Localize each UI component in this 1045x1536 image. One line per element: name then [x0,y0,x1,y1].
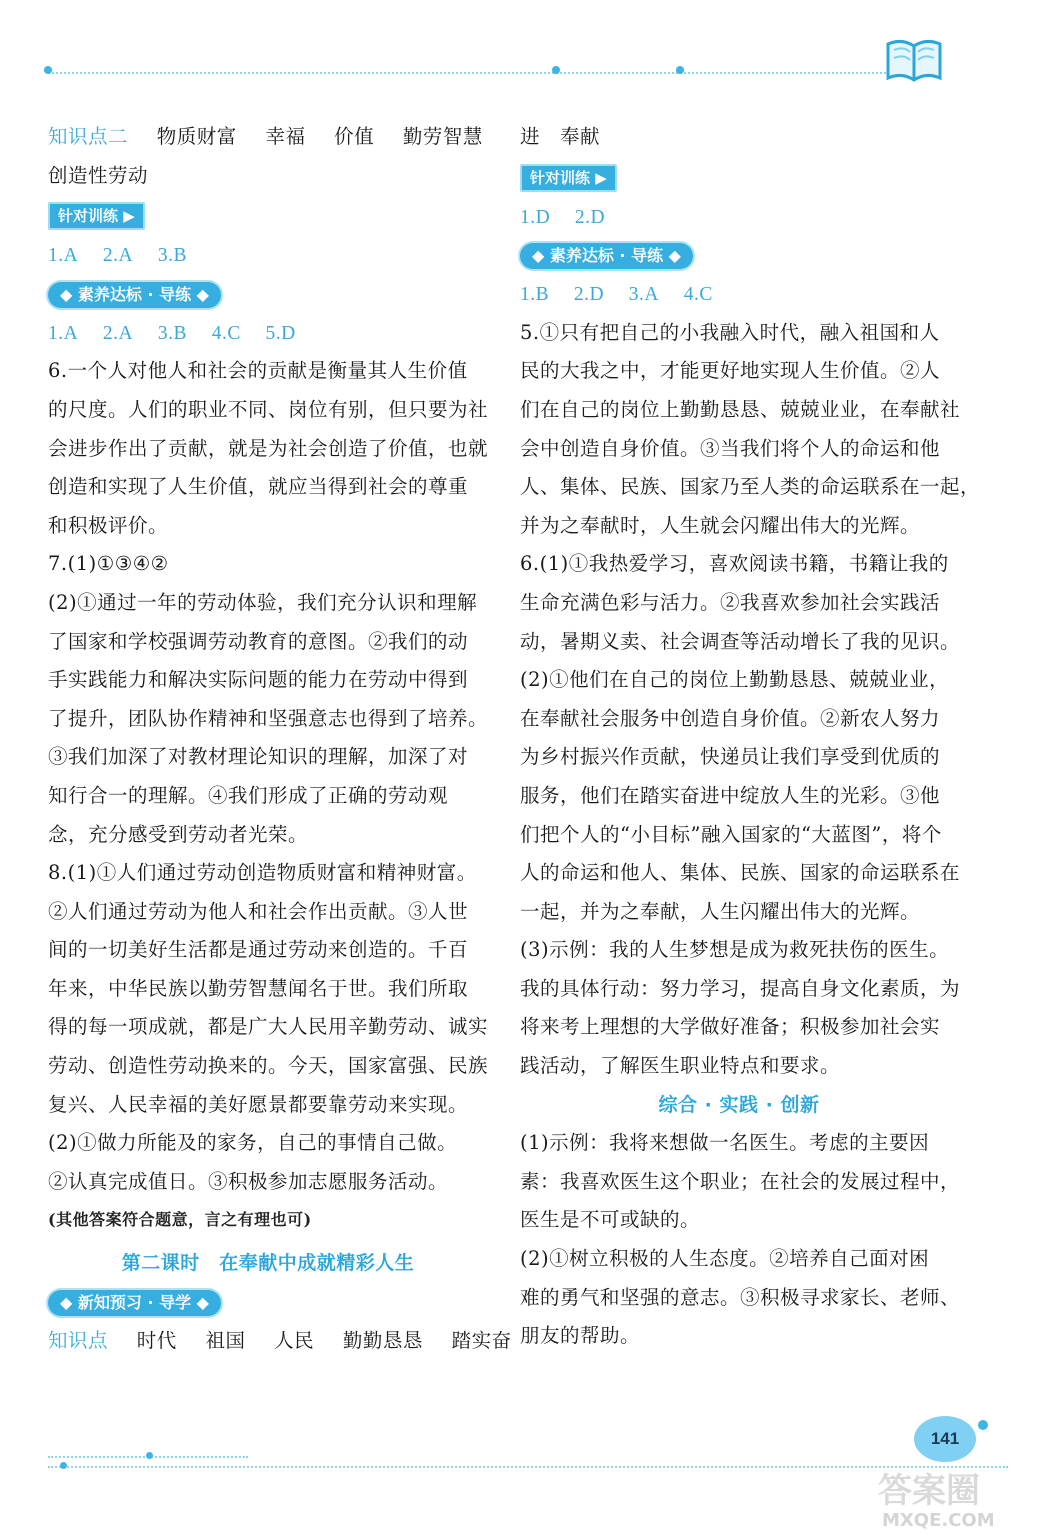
page-number: 141 [914,1416,976,1462]
suyang-tag-label: 素养达标 · 导练 [549,246,664,266]
q6-line: (3)示例：我的人生梦想是成为救死扶伤的医生。 [520,938,950,962]
q5-line: 人、集体、民族、国家乃至人类的命运联系在一起， [520,475,981,499]
q8-line: 间的一切美好生活都是通过劳动来创造的。千百 [48,938,469,962]
q5-line: 5.①只有把自己的小我融入时代，融入祖国和人 [520,320,940,344]
q8-line: ②认真完成值日。③积极参加志愿服务活动。 [48,1169,449,1193]
train-tag-label: 针对训练 [530,168,591,187]
section-title: 综合 · 实践 · 创新 [658,1093,820,1116]
kp-term: 人民 [274,1328,315,1352]
s2-line: (2)①树立积极的人生态度。②培养自己面对困 [520,1247,930,1271]
kp2-term: 勤劳智慧 [402,125,483,148]
q6-line: 在奉献社会服务中创造自身价值。②新农人努力 [520,706,941,730]
answer: 2.A [102,245,134,267]
kp2-term: 物质财富 [156,125,237,148]
right-column [520,118,981,1356]
q7-line: 7.(1)①③④② [48,552,169,576]
header-dotted-line [48,72,886,74]
kp-line [48,1322,512,1361]
q6-line: 服务，他们在踏实奋进中绽放人生的光彩。③他 [520,783,941,807]
left-column [48,118,512,1360]
q7-line: (2)①通过一年的劳动体验，我们充分认识和理解 [48,590,478,614]
s1-line: (1)示例：我将来想做一名医生。考虑的主要因 [520,1131,930,1155]
kp2-line [48,118,488,157]
train-tag: 针对训练 ▶ [520,164,617,192]
kp2-term: 幸福 [265,125,306,148]
q6-line: 一起，并为之奉献，人生闪耀出伟大的光辉。 [520,899,921,923]
train-tag-row [48,195,488,236]
q6-line: (2)①他们在自己的岗位上勤勤恳恳、兢兢业业， [520,668,950,692]
open-book-icon [884,38,944,84]
answer: 5.D [265,322,296,344]
suyang-tag: ◆ 素养达标 · 导练 ◆ [520,243,693,269]
kp-term: 踏实奋 [451,1328,512,1352]
q8-line: 劳动、创造性劳动换来的。今天，国家富强、民族 [48,1054,489,1078]
q6-line: 人的命运和他人、集体、民族、国家的命运联系在 [520,861,961,885]
q6-line: 会进步作出了贡献，就是为社会创造了价值，也就 [48,436,489,460]
answer: 3.B [157,245,187,267]
q6-line: 6.一个人对他人和社会的贡献是衡量其人生价值 [48,359,468,383]
s1-line: 素：我喜欢医生这个职业；在社会的发展过程中， [520,1169,961,1193]
suyang-tag-label: 素养达标 · 导练 [77,284,192,304]
q7-line: 知行合一的理解。④我们形成了正确的劳动观 [48,783,449,807]
footer-dot [60,1462,67,1469]
s1-line: 医生是不可或缺的。 [520,1208,701,1232]
suyang-tag: ◆ 素养达标 · 导练 ◆ [48,282,221,308]
watermark-top: 答案圈 [878,1471,980,1511]
lesson-title: 第二课时 在奉献中成就精彩人生 [121,1252,415,1275]
q7-line: 了提升，团队协作精神和坚强意志也得到了培养。 [48,706,489,730]
q8-line: 得的每一项成就，都是广大人民用辛勤劳动、诚实 [48,1015,489,1039]
train-tag-row [520,157,958,198]
suyang-answers [520,275,958,314]
q7-line: 了国家和学校强调劳动教育的意图。②我们的动 [48,629,469,653]
answer: 3.A [628,284,659,306]
kp-term: 祖国 [205,1328,246,1352]
q7-line: ③我们加深了对教材理论知识的理解，加深了对 [48,745,469,769]
kp-term: 勤勤恳恳 [342,1328,423,1352]
header-dot [676,66,684,74]
answer: 3.B [157,322,187,344]
xinzhi-tag-row [48,1283,488,1322]
answer: 2.D [573,284,605,306]
q6-line: 动，暑期义卖、社会调查等活动增长了我的见识。 [520,629,961,653]
q5-line: 并为之奉献时，人生就会闪耀出伟大的光辉。 [520,513,921,537]
q6-line: 们把个人的“小目标”融入国家的“大蓝图”，将个 [520,822,942,846]
q8-line: 8.(1)①人们通过劳动创造物质财富和精神财富。 [48,861,477,885]
q6-line: 我的具体行动：努力学习，提高自身文化素质，为 [520,976,961,1000]
s2-line: 难的勇气和坚强的意志。③积极寻求家长、老师、 [520,1285,961,1309]
q6-line: 6.(1)①我热爱学习，喜欢阅读书籍，书籍让我的 [520,552,949,576]
watermark-logo [872,1460,1032,1530]
q7-line: 手实践能力和解决实际问题的能力在劳动中得到 [48,668,469,692]
kp2-term: 价值 [334,125,375,148]
q8-line: 复兴、人民幸福的美好愿景都要靠劳动来实现。 [48,1092,469,1116]
footer-dot [978,1420,988,1430]
suyang-answers [48,314,488,353]
train-tag: 针对训练 ▶ [48,202,145,230]
footer-dot [146,1452,153,1459]
q6-line: 创造和实现了人生价值，就应当得到社会的尊重 [48,475,469,499]
q5-line: 民的大我之中，才能更好地实现人生价值。②人 [520,359,941,383]
header-dot [552,66,560,74]
q5-line: 们在自己的岗位上勤勤恳恳、兢兢业业，在奉献社 [520,397,961,421]
kp2-label: 知识点二 [48,125,129,148]
xinzhi-tag-label: 新知预习 · 导学 [77,1292,192,1312]
kp-term: 时代 [136,1328,177,1352]
answer-note: (其他答案符合题意，言之有理也可) [48,1210,312,1230]
q5-line: 会中创造自身价值。③当我们将个人的命运和他 [520,436,941,460]
q6-line: 将来考上理想的大学做好准备；积极参加社会实 [520,1015,941,1039]
suyang-tag-row [520,236,958,275]
xinzhi-tag: ◆ 新知预习 · 导学 ◆ [48,1290,221,1316]
kp2-continuation: 创造性劳动 [48,163,149,187]
kp-label: 知识点 [48,1328,109,1352]
answer: 1.D [520,206,551,228]
q6-line: 生命充满色彩与活力。②我喜欢参加社会实践活 [520,590,941,614]
answer: 1.A [48,322,79,344]
q8-line: (2)①做力所能及的家务，自己的事情自己做。 [48,1131,458,1155]
answer: 1.B [520,284,550,306]
kp-continuation: 进 奉献 [520,125,601,148]
watermark-bottom: MXQE.COM [882,1510,995,1531]
train-answers [520,198,958,237]
answer: 1.A [48,245,79,267]
train-tag-label: 针对训练 [58,207,119,226]
q6-line: 的尺度。人们的职业不同、岗位有别，但只要为社 [48,397,489,421]
footer-dotted-line [48,1466,1008,1468]
q6-line: 为乡村振兴作贡献，快递员让我们享受到优质的 [520,745,941,769]
answer: 4.C [683,284,713,306]
s2-line: 朋友的帮助。 [520,1324,641,1348]
answer: 4.C [211,322,241,344]
header-dot [44,66,52,74]
q8-line: 年来，中华民族以勤劳智慧闻名于世。我们所取 [48,976,469,1000]
q6-line: 践活动，了解医生职业特点和要求。 [520,1054,841,1078]
train-answers [48,236,488,275]
q6-line: 和积极评价。 [48,513,169,537]
q7-line: 念，充分感受到劳动者光荣。 [48,822,309,846]
answer: 2.D [574,206,606,228]
q8-line: ②人们通过劳动为他人和社会作出贡献。③人世 [48,899,469,923]
suyang-tag-row [48,275,488,314]
answer: 2.A [102,322,134,344]
